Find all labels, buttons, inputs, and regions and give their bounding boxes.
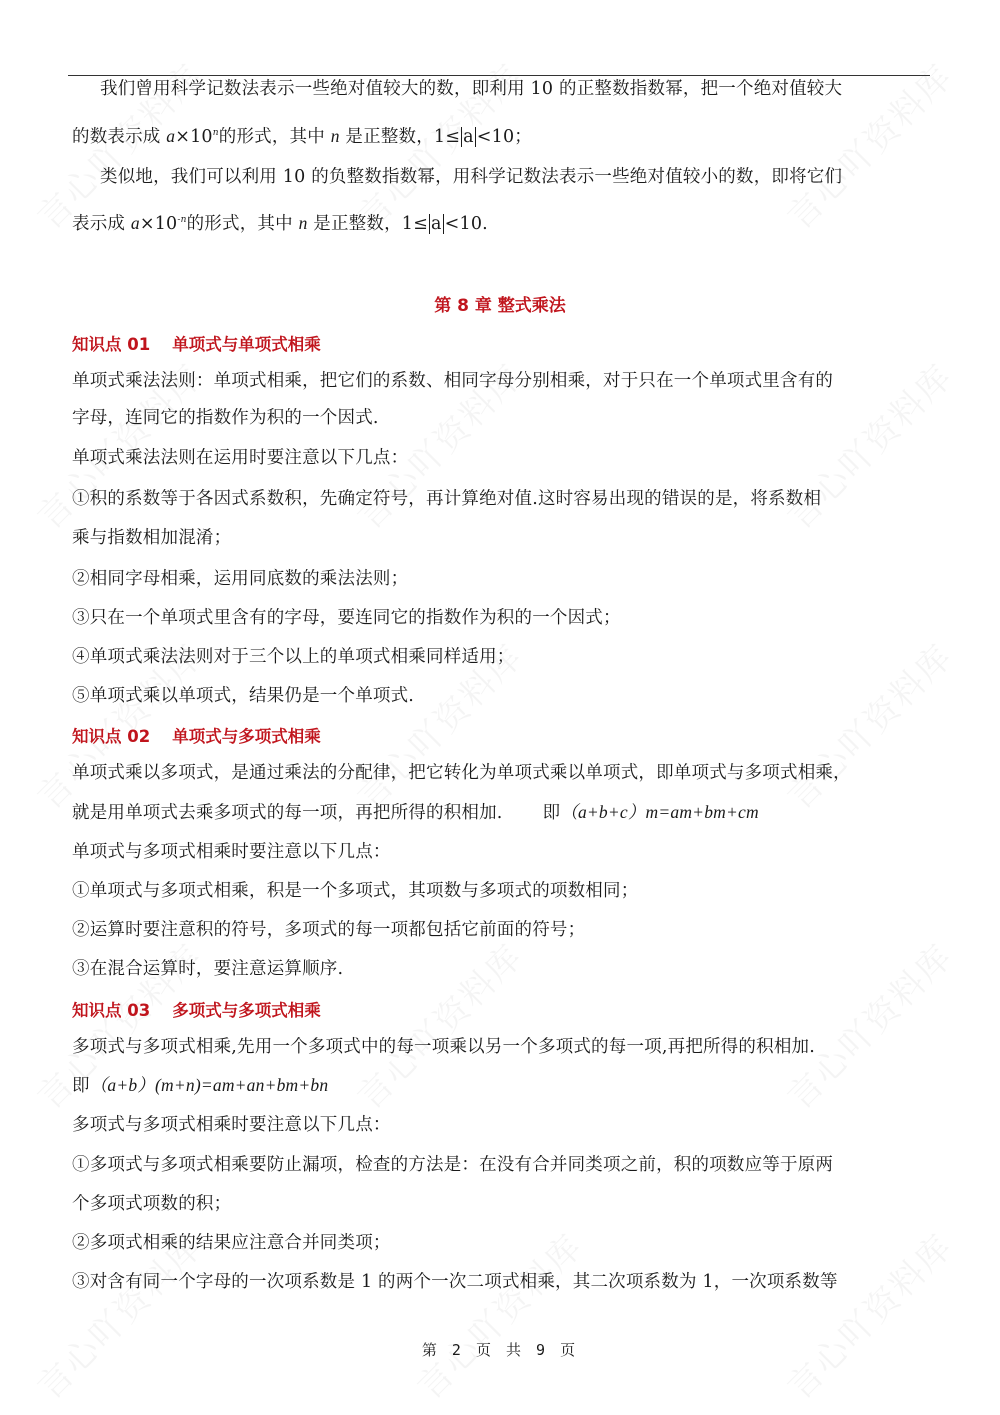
section-01-line: ②相同字母相乘，运用同底数的乘法法则； xyxy=(72,569,409,589)
section-03-line: 个多项式项数的积； xyxy=(72,1194,232,1214)
section-03-line: ②多项式相乘的结果应注意合并同类项； xyxy=(72,1233,391,1253)
watermark xyxy=(404,1221,591,1408)
section-01-line: ①积的系数等于各因式系数积，先确定符号，再计算绝对值.这时容易出现的错误的是，将系数相 xyxy=(72,489,822,509)
section-01-line: 字母，连同它的指数作为积的一个因式. xyxy=(72,408,379,428)
section-02-line: 就是用单项式去乘多项式的每一项，再把所得的积相加. 即（a+b+c）m=am+bm+cm xyxy=(72,802,759,823)
intro-p2-line2: 表示成 $a\times 10^{-n}$的形式，其中 n 是正整数，1≤ a <10. xyxy=(72,212,488,234)
section-01-line: 单项式乘法法则在运用时要注意以下几点： xyxy=(72,448,409,468)
section-03-line: ①多项式与多项式相乘要防止漏项，检查的方法是：在没有合并同类项之前，积的项数应等于原两 xyxy=(72,1155,834,1175)
section-01-line: ④单项式乘法法则对于三个以上的单项式相乘同样适用； xyxy=(72,647,515,667)
section-01-line: 单项式乘法法则：单项式相乘，把它们的系数、相同字母分别相乘，对于只在一个单项式里含有的 xyxy=(72,371,834,391)
section-heading-02: 知识点 02 单项式与多项式相乘 xyxy=(72,727,321,746)
section-heading-03: 知识点 03 多项式与多项式相乘 xyxy=(72,1001,321,1020)
section-heading-01: 知识点 01 单项式与单项式相乘 xyxy=(72,335,321,354)
watermark xyxy=(774,1221,961,1408)
section-01-line: 乘与指数相加混淆； xyxy=(72,528,232,548)
chapter-title: 第 8 章 整式乘法 xyxy=(434,296,566,316)
formula: （a+b+c）m=am+bm+cm xyxy=(560,802,759,822)
section-01-line: ③只在一个单项式里含有的字母，要连同它的指数作为积的一个因式； xyxy=(72,608,621,628)
section-02-line: ③在混合运算时，要注意运算顺序. xyxy=(72,959,344,979)
section-02-line: ②运算时要注意积的符号，多项式的每一项都包括它前面的符号； xyxy=(72,920,586,940)
section-03-line: 多项式与多项式相乘,先用一个多项式中的每一项乘以另一个多项式的每一项,再把所得的积相加. xyxy=(72,1037,815,1057)
section-02-line: 单项式与多项式相乘时要注意以下几点： xyxy=(72,842,391,862)
watermark xyxy=(774,931,961,1118)
page-number: 第 2 页 共 9 页 xyxy=(421,1341,579,1359)
section-03-line: 多项式与多项式相乘时要注意以下几点： xyxy=(72,1115,391,1135)
section-01-line: ⑤单项式乘以单项式，结果仍是一个单项式. xyxy=(72,686,415,706)
intro-p1-line1: 我们曾用科学记数法表示一些绝对值较大的数，即利用 10 的正整数指数幂，把一个绝对值较大 xyxy=(100,79,843,99)
section-03-formula-line: 即（a+b）(m+n)=am+an+bm+bn xyxy=(72,1075,329,1096)
section-02-line: ①单项式与多项式相乘，积是一个多项式，其项数与多项式的项数相同； xyxy=(72,881,639,901)
section-03-line: ③对含有同一个字母的一次项系数是 1 的两个一次二项式相乘，其二次项系数为 1，一次项系数等 xyxy=(72,1272,838,1292)
section-02-line: 单项式乘以多项式，是通过乘法的分配律，把它转化为单项式乘以单项式，即单项式与多项式相乘， xyxy=(72,763,851,783)
intro-p2-line1: 类似地，我们可以利用 10 的负整数指数幂，用科学记数法表示一些绝对值较小的数，即将它们 xyxy=(100,167,843,187)
intro-p1-line2: 的数表示成 $a\times 10^n$的形式，其中 n 是正整数，1≤ a <10； xyxy=(72,125,533,147)
watermark xyxy=(774,631,961,818)
formula: （a+b）(m+n)=am+an+bm+bn xyxy=(89,1075,329,1095)
absolute-value: a xyxy=(463,126,474,147)
header-rule xyxy=(68,75,930,76)
watermark xyxy=(344,931,531,1118)
absolute-value: a xyxy=(431,213,442,234)
